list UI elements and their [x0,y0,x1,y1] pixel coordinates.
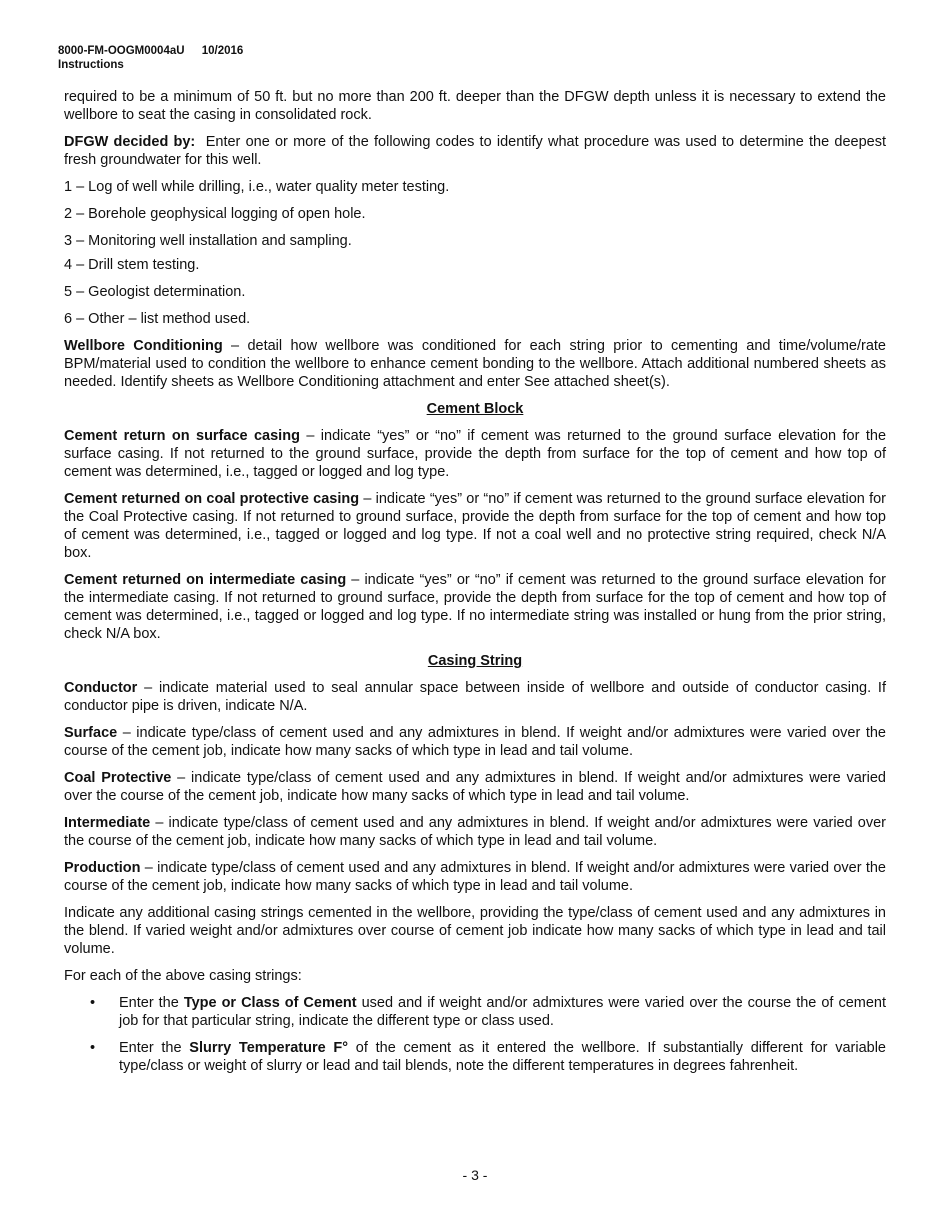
dfgw-code-3: 3 – Monitoring well installation and sampling. [64,233,352,249]
page-body [64,88,886,1084]
dfgw-code-2: 2 – Borehole geophysical logging of open hole. [64,206,366,222]
wellbore-text: – detail how wellbore was conditioned for each string prior to cementing and time/volume/rate BPM/material used to condition the wellbore to enhance cement bonding to the wellbore. Attach additional numbered sheets as needed. Identify sheets as Wellbore Conditioning attachment and enter See attached sheet(s). [64,338,886,390]
bullet-pre: Enter the [119,995,184,1011]
production-paragraph [64,859,886,895]
cement-surface-text: – indicate “yes” or “no” if cement was returned to the ground surface elevation for the surface casing. If not returned to the ground surface, provide the depth from surface for the top of cement and how top of cement was determined, i.e., tagged or logged and log type. [64,428,887,480]
document-header [58,44,243,72]
casing-string-title: Casing String [427,653,523,669]
dfgw-code-6: 6 – Other – list method used. [64,311,251,327]
dfgw-term: DFGW decided by: [64,134,196,150]
cement-block-title: Cement Block [426,401,524,417]
cement-coal-paragraph [64,490,886,562]
surface-text: – indicate type/class of cement used and any admixtures in blend. If weight and/or admixtures were varied over the course of the cement job, indicate how many sacks of which type in lead and tail volume. [64,725,886,759]
production-text: – indicate type/class of cement used and any admixtures in blend. If weight and/or admixtures were varied over the course of the cement job, indicate how many sacks of which type in lead and tail volume. [64,860,886,894]
casing-bullet-list [64,994,886,1075]
dfgw-text: Enter one or more of the following codes to identify what procedure was used to determine the deepest fresh groundwater for this well. [64,134,886,168]
dfgw-code-4: 4 – Drill stem testing. [64,257,200,273]
conductor-paragraph [64,679,886,715]
intro-paragraph: required to be a minimum of 50 ft. but no more than 200 ft. deeper than the DFGW depth unless it is necessary to extend the wellbore to seat the casing in consolidated rock. [64,89,886,123]
bullet-text: used and if weight and/or admixtures were varied over the course the of cement job for that particular string, indicate the different type or class used. [119,995,886,1029]
conductor-term: Conductor [64,680,138,696]
bullet-term: Slurry Temperature F° [189,1040,349,1056]
header-title: Instructions [58,59,124,71]
bullet-text: of the cement as it entered the wellbore. If substantially different for variable type/class or weight of slurry or lead and tail blends, note the different temperatures in degrees fahrenheit. [119,1040,886,1074]
coal-protective-paragraph [64,769,886,805]
cement-surface-paragraph [64,427,886,481]
dfgw-code-5: 5 – Geologist determination. [64,284,246,300]
wellbore-term: Wellbore Conditioning [64,338,223,354]
dfgw-code-list [64,178,886,328]
intermediate-paragraph [64,814,886,850]
for-each-intro: For each of the above casing strings: [64,968,302,984]
page-number: - 3 - [462,1167,488,1183]
conductor-text: – indicate material used to seal annular space between inside of wellbore and outside of conductor casing. If conductor pipe is driven, indicate N/A. [64,680,886,714]
cement-coal-term: Cement returned on coal protective casing [64,491,360,507]
cement-intermediate-term: Cement returned on intermediate casing [64,572,347,588]
bullet-pre: Enter the [119,1040,190,1056]
additional-casing-paragraph: Indicate any additional casing strings cemented in the wellbore, providing the type/class of cement used and any admixtures in the blend. If varied weight and/or admixtures over course of cement job indicate how many sacks of which type in lead and tail volume. [64,905,886,957]
dfgw-paragraph [64,133,886,169]
dfgw-code-1: 1 – Log of well while drilling, i.e., water quality meter testing. [64,179,450,195]
bullet-icon: • [90,995,96,1011]
surface-paragraph [64,724,886,760]
list-item [64,1039,886,1075]
cement-intermediate-paragraph [64,571,886,643]
cement-intermediate-text: – indicate “yes” or “no” if cement was returned to the ground surface elevation for the intermediate casing. If not returned to ground surface, provide the depth from surface for the top of cement and how top of cement was determined, i.e., tagged or logged and log type. If no intermediate string was installed or hung from the prior string, check N/A box. [64,572,886,642]
form-code: 8000-FM-OOGM0004aU [58,45,185,57]
intermediate-term: Intermediate [64,815,151,831]
form-date: 10/2016 [201,45,244,57]
coal-protective-term: Coal Protective [64,770,172,786]
production-term: Production [64,860,141,876]
bullet-term: Type or Class of Cement [183,995,357,1011]
surface-term: Surface [64,725,118,741]
bullet-icon: • [90,1040,96,1056]
list-item [64,994,886,1030]
header-line-1 [58,44,243,58]
intermediate-text: – indicate type/class of cement used and any admixtures in blend. If weight and/or admixtures were varied over the course of the cement job, indicate how many sacks of which type in lead and tail volume. [64,815,886,849]
cement-coal-text: – indicate “yes” or “no” if cement was returned to the ground surface elevation for the Coal Protective casing. If not returned to ground surface, provide the depth from surface for the top of cement and how top of cement was determined, i.e., tagged or logged and log type. If not a coal well and no protective string required, check N/A box. [64,491,886,561]
cement-surface-term: Cement return on surface casing [64,428,300,444]
wellbore-paragraph [64,337,886,391]
coal-protective-text: – indicate type/class of cement used and any admixtures in blend. If weight and/or admixtures were varied over the course of the cement job, indicate how many sacks of which type in lead and tail volume. [64,770,886,804]
